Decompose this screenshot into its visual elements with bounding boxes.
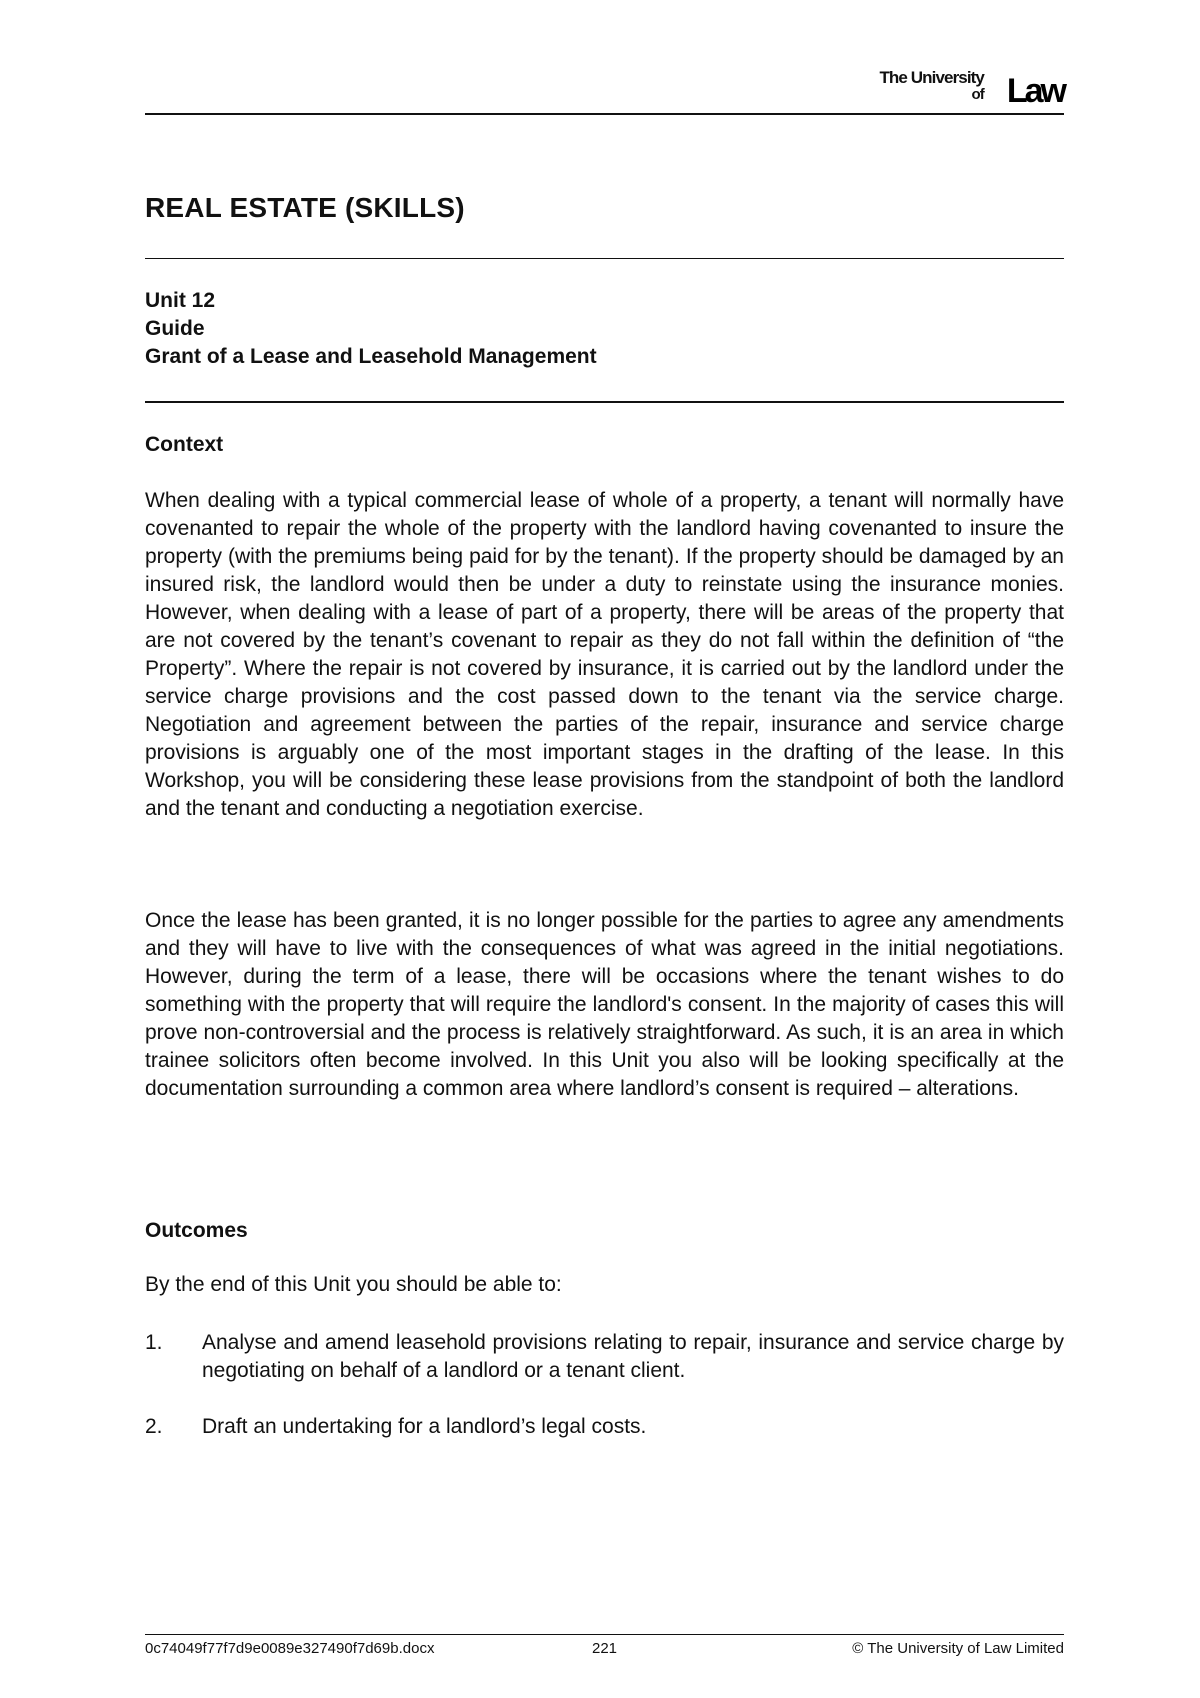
context-paragraph-1: When dealing with a typical commercial lease of whole of a property, a tenant will normally have covenanted to repair the whole of the property with the landlord having covenanted to insure the property (with the premiums being paid for by the tenant). If the property should be damaged by an insured risk, the landlord would then be under a duty to reinstate using the insurance monies. However, when dealing with a lease of part of a property, there will be areas of the property that are not covered by the tenant’s covenant to repair as they do not fall within the definition of “the Property”. Where the repair is not covered by insurance, it is carried out by the landlord under the service charge provisions and the cost passed down to the tenant via the service charge. Negotiation and agreement between the parties of the repair, insurance and service charge provisions is arguably one of the most important stages in the drafting of the lease. In this Workshop, you will be considering these lease provisions from the standpoint of both the landlord and the tenant and conducting a negotiation exercise.	[145, 489, 1064, 820]
unit-number: Unit 12	[145, 289, 216, 312]
outcomes-heading: Outcomes	[145, 1219, 248, 1242]
outcome-number: 1.	[145, 1331, 163, 1354]
university-logo	[854, 66, 1064, 108]
footer-copyright: © The University of Law Limited	[852, 1640, 1064, 1657]
document-title: REAL ESTATE (SKILLS)	[145, 192, 465, 223]
outcome-text: Analyse and amend leasehold provisions relating to repair, insurance and service charge by negotiating on behalf of a landlord or a tenant client.	[202, 1331, 1064, 1382]
outcomes-intro: By the end of this Unit you should be able to:	[145, 1273, 562, 1296]
outcome-item	[145, 1329, 1064, 1385]
context-paragraph-2: Once the lease has been granted, it is no longer possible for the parties to agree any amendments and they will have to live with the consequences of what was agreed in the initial negotiations. However, during the term of a lease, there will be occasions where the tenant wishes to do something with the property that will require the landlord's consent. In the majority of cases this will prove non-controversial and the process is relatively straightforward. As such, it is an area in which trainee solicitors often become involved. In this Unit you also will be looking specifically at the documentation surrounding a common area where landlord’s consent is required – alterations.	[145, 909, 1064, 1100]
logo-text-of: of	[971, 86, 984, 103]
logo-text-the-university: The University	[879, 68, 984, 87]
unit-info	[145, 287, 597, 371]
footer-page-number: 221	[591, 1640, 618, 1657]
footer-rule	[145, 1634, 1064, 1635]
header-rule	[145, 113, 1064, 115]
unit-rule	[145, 401, 1064, 403]
title-rule	[145, 258, 1064, 259]
outcome-number: 2.	[145, 1415, 163, 1438]
logo-text-law: Law	[1006, 72, 1064, 110]
unit-type: Guide	[145, 317, 205, 340]
outcome-item	[145, 1413, 1064, 1441]
outcome-text: Draft an undertaking for a landlord’s legal costs.	[202, 1415, 647, 1438]
context-heading: Context	[145, 433, 224, 456]
unit-name: Grant of a Lease and Leasehold Management	[145, 345, 597, 368]
footer-filename: 0c74049f77f7d9e0089e327490f7d69b.docx	[145, 1640, 435, 1657]
